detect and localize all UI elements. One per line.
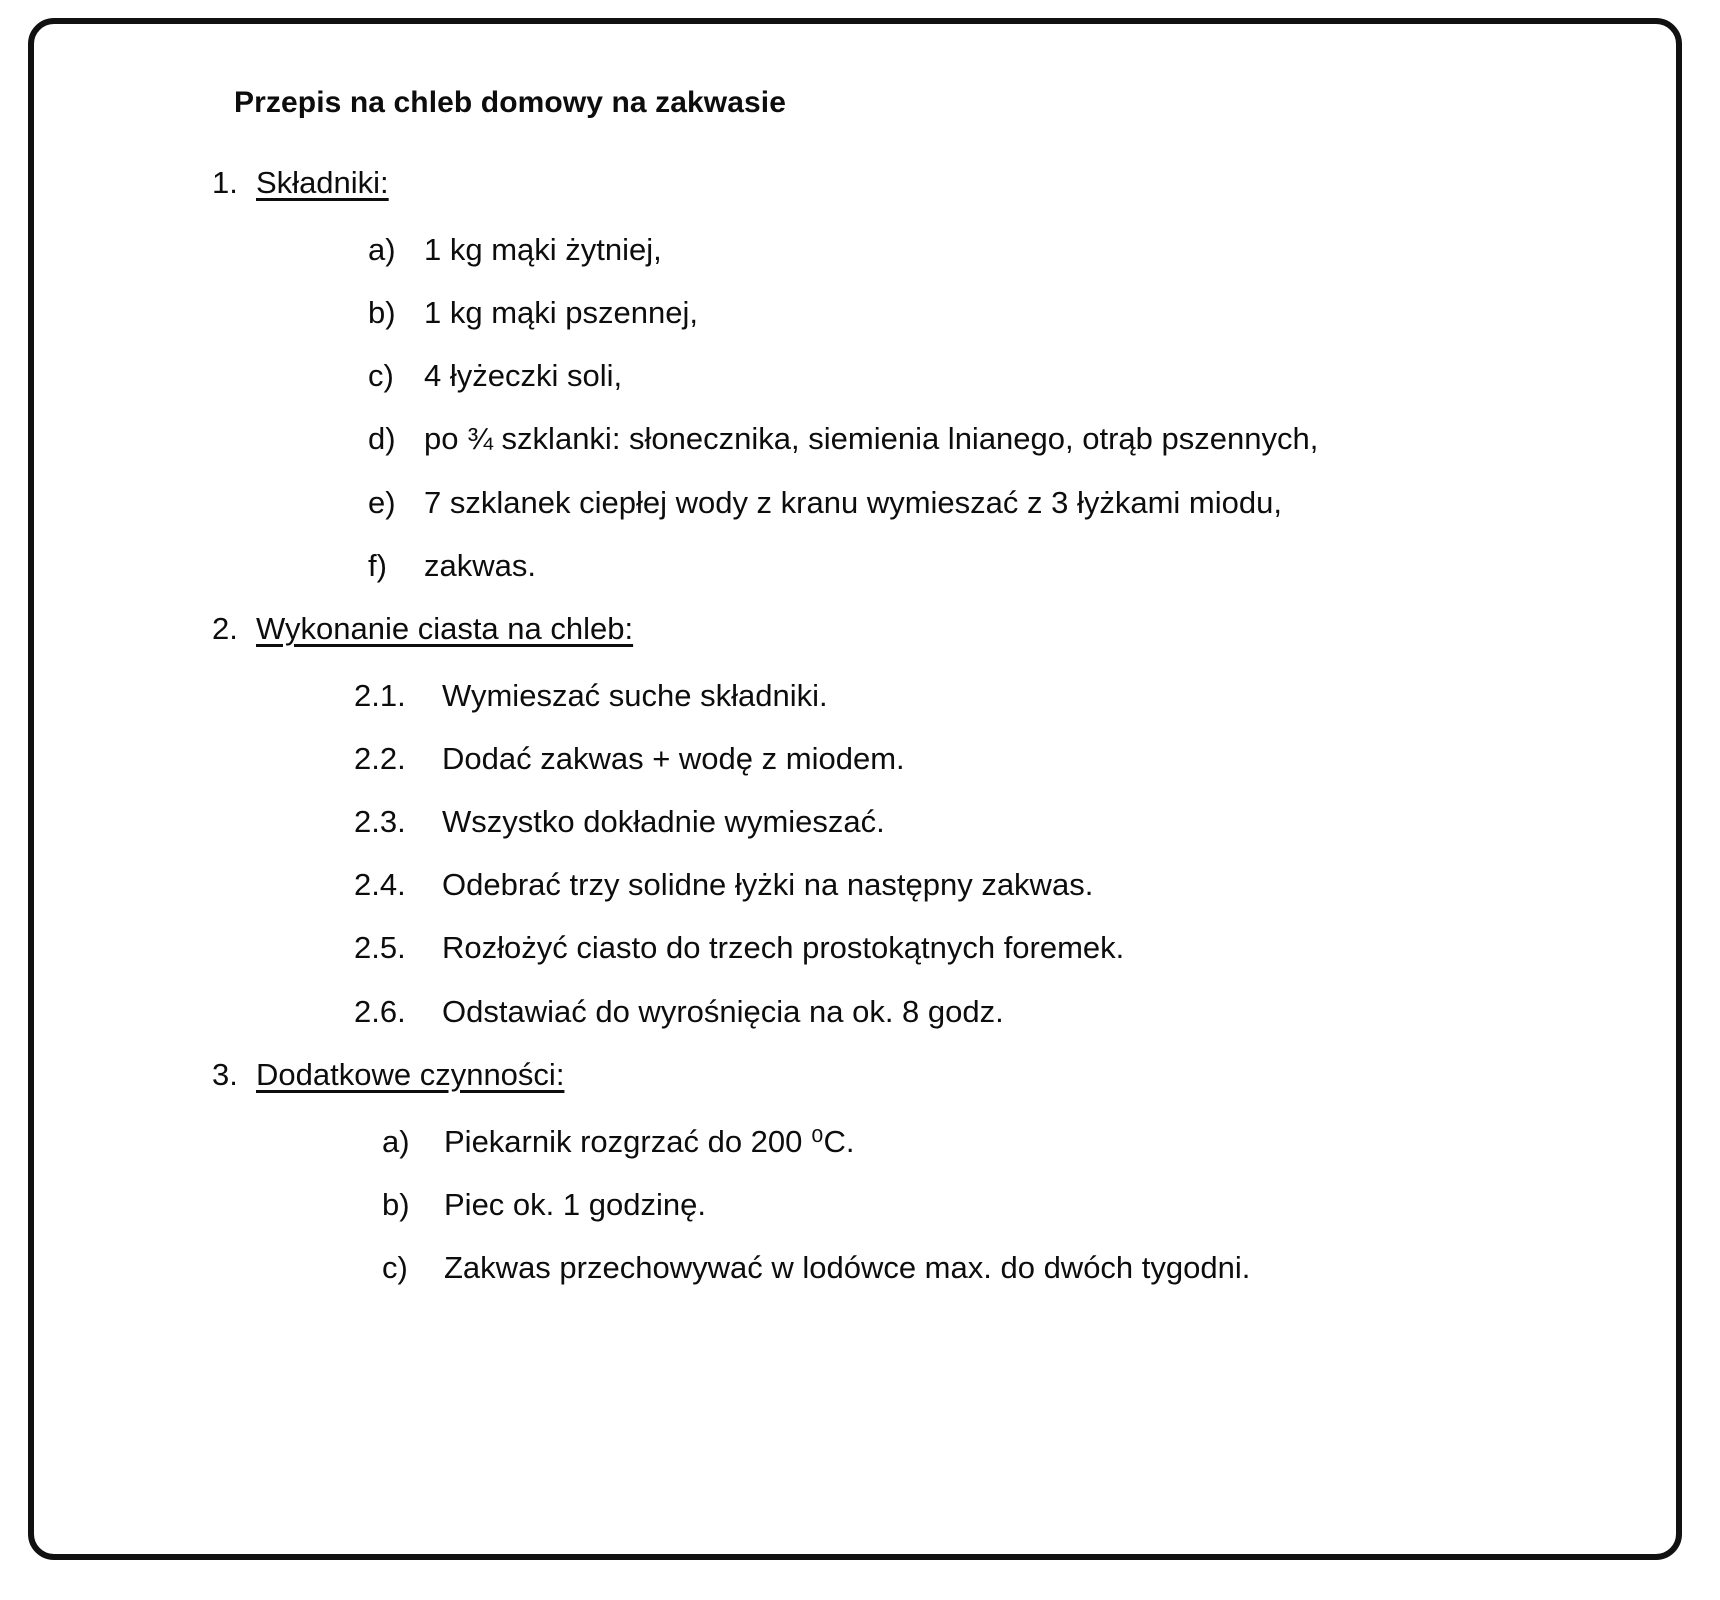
section-heading-row xyxy=(204,164,1636,203)
list-item xyxy=(204,231,1636,268)
list-item-marker: 2.2. xyxy=(354,740,406,776)
list-item-marker: c) xyxy=(368,358,394,394)
extra-steps-list xyxy=(204,1123,1636,1287)
section-heading-row xyxy=(204,610,1636,649)
list-item-marker: b) xyxy=(368,294,396,330)
list-item-text: Wszystko dokładnie wymieszać. xyxy=(442,804,885,839)
document-body xyxy=(204,86,1636,1312)
list-item-text: 4 łyżeczki soli, xyxy=(424,358,623,394)
section-heading-row xyxy=(204,1056,1636,1095)
list-item-marker: a) xyxy=(368,231,396,267)
list-item-text: po ¾ szklanki: słonecznika, siemienia lnianego, otrąb pszennych, xyxy=(424,421,1319,457)
document-frame xyxy=(28,18,1682,1560)
ingredient-list xyxy=(204,231,1636,584)
section-skladniki xyxy=(204,164,1636,584)
section-heading: Wykonanie ciasta na chleb: xyxy=(256,610,634,646)
list-item xyxy=(204,1186,1636,1223)
list-item xyxy=(204,294,1636,331)
section-heading: Dodatkowe czynności: xyxy=(256,1056,565,1092)
list-item-marker: b) xyxy=(382,1186,410,1222)
list-item xyxy=(204,357,1636,394)
list-item xyxy=(204,740,1636,777)
section-wykonanie xyxy=(204,610,1636,1030)
list-item xyxy=(204,1249,1636,1286)
list-item-marker: 2.5. xyxy=(354,930,406,966)
list-item-text: Piec ok. 1 godzinę. xyxy=(444,1186,706,1222)
list-item-text: Odstawiać do wyrośnięcia na ok. 8 godz. xyxy=(442,993,1004,1029)
list-item-text: Zakwas przechowywać w lodówce max. do dwóch tygodni. xyxy=(444,1249,1251,1285)
list-item-marker: f) xyxy=(368,547,387,583)
list-item-text: zakwas. xyxy=(424,547,536,583)
list-item-marker: 2.1. xyxy=(354,677,406,713)
list-item-text: 7 szklanek ciepłej wody z kranu wymieszać z 3 łyżkami miodu, xyxy=(424,484,1282,520)
list-item-text: Odebrać trzy solidne łyżki na następny zakwas. xyxy=(442,867,1094,903)
list-item xyxy=(204,420,1636,457)
list-item xyxy=(204,1123,1636,1160)
list-item-marker: 2.6. xyxy=(354,993,406,1029)
section-number: 2. xyxy=(212,610,238,646)
steps-list xyxy=(204,677,1636,1030)
list-item xyxy=(204,993,1636,1030)
list-item-text: Piekarnik rozgrzać do 200 ⁰C. xyxy=(444,1123,855,1159)
list-item-marker: d) xyxy=(368,421,396,457)
list-item-marker: a) xyxy=(382,1123,410,1159)
page-title: Przepis na chleb domowy na zakwasie xyxy=(234,86,787,119)
list-item xyxy=(204,866,1636,903)
list-item-marker: c) xyxy=(382,1249,408,1285)
list-item-text: Dodać zakwas + wodę z miodem. xyxy=(442,740,905,776)
section-number: 3. xyxy=(212,1056,238,1092)
list-item-text: Wymieszać suche składniki. xyxy=(442,677,828,713)
list-item-text: 1 kg mąki żytniej, xyxy=(424,231,662,267)
list-item-marker: 2.4. xyxy=(354,867,406,903)
list-item xyxy=(204,929,1636,966)
list-item-text: Rozłożyć ciasto do trzech prostokątnych foremek. xyxy=(442,930,1125,966)
list-item-marker: e) xyxy=(368,484,396,520)
section-heading: Składniki: xyxy=(256,165,389,200)
list-item-marker: 2.3. xyxy=(354,804,406,839)
section-dodatkowe xyxy=(204,1056,1636,1286)
list-item xyxy=(204,677,1636,714)
list-item xyxy=(204,484,1636,521)
list-item xyxy=(204,547,1636,584)
section-number: 1. xyxy=(212,165,238,200)
list-item-text: 1 kg mąki pszennej, xyxy=(424,294,698,330)
list-item xyxy=(204,803,1636,840)
